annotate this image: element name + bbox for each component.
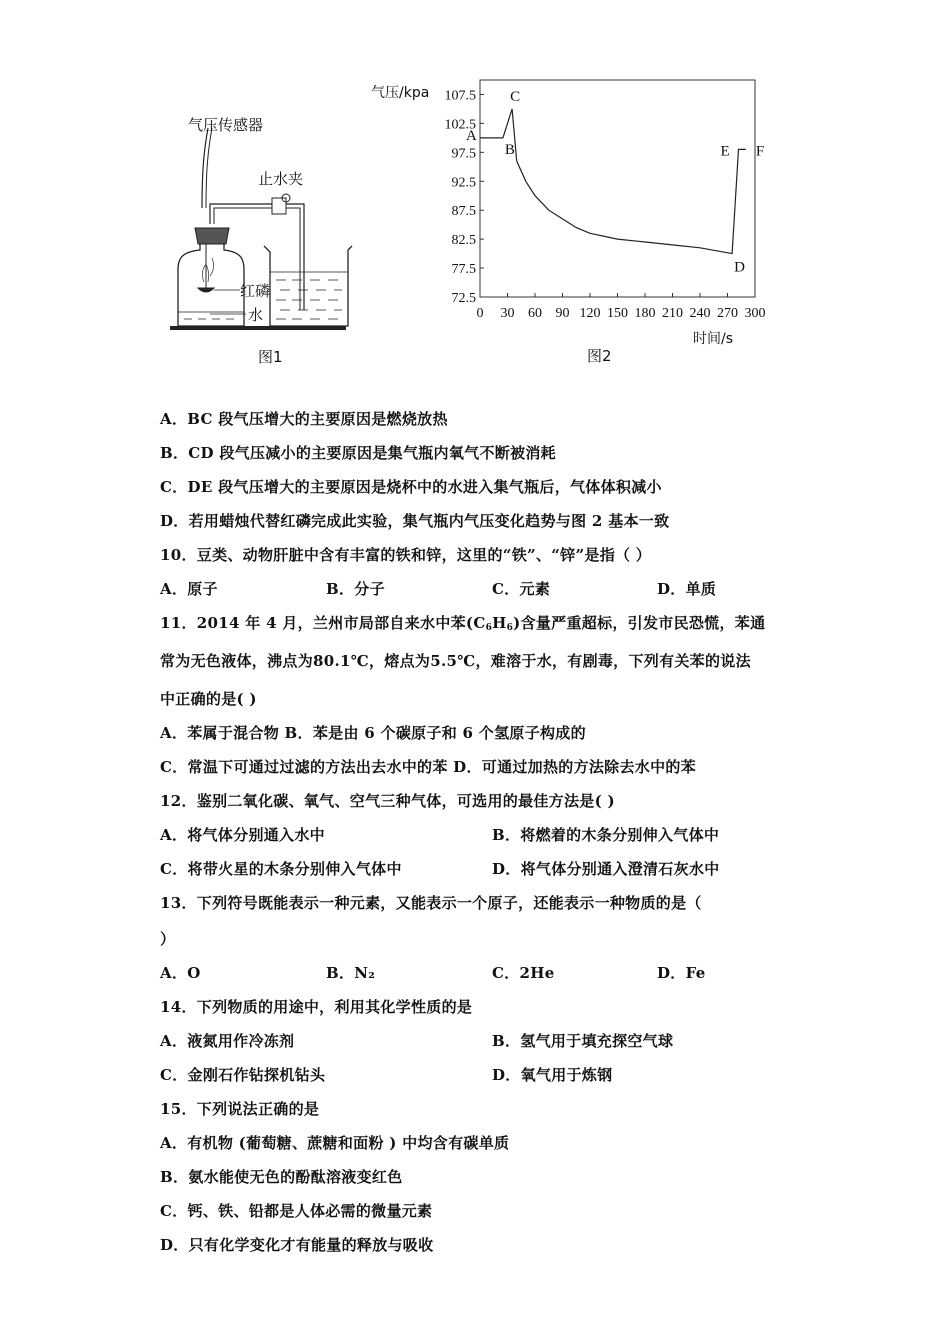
q13-options bbox=[160, 958, 800, 988]
q11-options-cd: C．常温下可通过过滤的方法出去水中的苯 D．可通过加热的方法除去水中的苯 bbox=[160, 758, 696, 776]
x-tick-label: 60 bbox=[528, 306, 542, 321]
q12-option-a: A．将气体分别通入水中 bbox=[160, 826, 325, 844]
q11-stem-line-3: 中正确的是( ) bbox=[160, 690, 257, 708]
point-label-e: E bbox=[720, 143, 730, 160]
q15-option-b: B．氨水能使无色的酚酞溶液变红色 bbox=[160, 1168, 403, 1186]
q13-stem-end: ） bbox=[160, 930, 176, 948]
q11-formula-h: H bbox=[492, 614, 507, 632]
point-label-f: F bbox=[755, 143, 765, 160]
q13-option-c: C．2He bbox=[492, 964, 555, 982]
q13-option-a: A．O bbox=[160, 964, 201, 982]
point-label-d: D bbox=[734, 259, 745, 276]
q11-stem-line-2: 常为无色液体，沸点为80.1℃，熔点为5.5℃，难溶于水，有剧毒，下列有关苯的说法 bbox=[160, 652, 751, 670]
q13-option-b: B．N₂ bbox=[326, 964, 376, 982]
clamp-label: 止水夹 bbox=[258, 170, 304, 188]
q9-option-d: D．若用蜡烛代替红磷完成此实验，集气瓶内气压变化趋势与图 2 基本一致 bbox=[160, 512, 670, 530]
sensor-wire-2 bbox=[206, 128, 212, 208]
x-tick-label: 0 bbox=[476, 306, 484, 321]
q12-stem: 12．鉴别二氧化碳、氧气、空气三种气体，可选用的最佳方法是( ) bbox=[160, 792, 615, 810]
q12-options-cd bbox=[160, 854, 800, 884]
q11-options-ab: A．苯属于混合物 B．苯是由 6 个碳原子和 6 个氢原子构成的 bbox=[160, 724, 586, 742]
q11-formula-sub-1: 6 bbox=[485, 623, 493, 633]
q15-option-c: C．钙、铁、铅都是人体必需的微量元素 bbox=[160, 1202, 433, 1220]
q9-option-b: B．CD 段气压减小的主要原因是集气瓶内氧气不断被消耗 bbox=[160, 444, 556, 462]
q15-option-a: A．有机物 (葡萄糖、蔗糖和面粉 ) 中均含有碳单质 bbox=[160, 1134, 510, 1152]
x-tick-label: 30 bbox=[500, 306, 515, 321]
y-tick-label: 102.5 bbox=[444, 117, 476, 133]
q10-stem: 10．豆类、动物肝脏中含有丰富的铁和锌，这里的“铁”、“锌”是指（ ） bbox=[160, 546, 652, 564]
q14-option-a: A．液氮用作冷冻剂 bbox=[160, 1032, 295, 1050]
q12-option-d: D．将气体分别通入澄清石灰水中 bbox=[492, 860, 720, 878]
red-phosphorus bbox=[198, 288, 214, 292]
q10-options bbox=[160, 574, 800, 604]
q13-option-d: D．Fe bbox=[657, 964, 706, 982]
x-tick-label: 180 bbox=[634, 306, 656, 321]
q14-options-cd bbox=[160, 1060, 800, 1090]
point-label-c: C bbox=[510, 88, 521, 105]
water-label: 水 bbox=[248, 306, 264, 324]
table-base bbox=[170, 326, 346, 330]
sensor-label: 气压传感器 bbox=[188, 116, 264, 134]
q9-option-c: C．DE 段气压增大的主要原因是烧杯中的水进入集气瓶后，气体体积减小 bbox=[160, 478, 662, 496]
y-tick-label: 87.5 bbox=[451, 204, 476, 220]
q10-option-a: A．原子 bbox=[160, 580, 218, 598]
q11-formula-sub-2: 6 bbox=[506, 623, 514, 633]
q14-option-d: D．氧气用于炼钢 bbox=[492, 1066, 613, 1084]
q10-option-b: B．分子 bbox=[326, 580, 385, 598]
q12-option-c: C．将带火星的木条分别伸入气体中 bbox=[160, 860, 402, 878]
y-tick-label: 82.5 bbox=[451, 233, 476, 249]
phosphorus-label: 红磷 bbox=[240, 282, 271, 300]
x-tick-label: 120 bbox=[579, 306, 601, 321]
q14-option-c: C．金刚石作钻探机钻头 bbox=[160, 1066, 326, 1084]
y-tick-label: 92.5 bbox=[451, 175, 476, 191]
figure-1-caption: 图1 bbox=[258, 348, 283, 366]
chart-point-labels bbox=[466, 89, 764, 276]
x-tick-label: 210 bbox=[662, 306, 683, 321]
q9-option-a: A．BC 段气压增大的主要原因是燃烧放热 bbox=[160, 410, 448, 428]
q12-options-ab bbox=[160, 820, 800, 850]
chart-ylabel: 气压/kpa bbox=[371, 85, 430, 101]
x-tick-label: 240 bbox=[689, 306, 711, 321]
q15-stem: 15．下列说法正确的是 bbox=[160, 1100, 320, 1118]
q14-stem: 14．下列物质的用途中，利用其化学性质的是 bbox=[160, 998, 473, 1016]
chart-pressure-curve bbox=[480, 109, 746, 254]
q15-option-d: D．只有化学变化才有能量的释放与吸收 bbox=[160, 1236, 434, 1254]
chart-y-ticks bbox=[445, 88, 485, 306]
q12-option-b: B．将燃着的木条分别伸入气体中 bbox=[492, 826, 720, 844]
q14-options-ab bbox=[160, 1026, 800, 1056]
beaker-water-hatch bbox=[276, 280, 342, 319]
figure-2-pressure-chart bbox=[365, 75, 785, 375]
figure-1-apparatus bbox=[150, 100, 380, 380]
x-tick-label: 300 bbox=[744, 306, 766, 321]
chart-xlabel: 时间/s bbox=[693, 331, 734, 347]
rubber-stopper bbox=[195, 228, 229, 244]
q11-stem-line-1 bbox=[160, 608, 765, 638]
q13-stem: 13．下列符号既能表示一种元素，又能表示一个原子，还能表示一种物质的是（ bbox=[160, 894, 702, 912]
figure-2-caption: 图2 bbox=[587, 347, 612, 365]
x-tick-label: 270 bbox=[717, 306, 738, 321]
point-label-b: B bbox=[504, 141, 515, 158]
beaker bbox=[264, 246, 352, 326]
y-tick-label: 107.5 bbox=[444, 88, 476, 104]
y-tick-label: 77.5 bbox=[451, 262, 476, 278]
q11-stem-part-2: )含量严重超标，引发市民恐慌，苯通 bbox=[513, 614, 766, 632]
smoke bbox=[210, 258, 214, 276]
q10-option-d: D．单质 bbox=[657, 580, 717, 598]
y-tick-label: 72.5 bbox=[451, 291, 476, 306]
x-tick-label: 150 bbox=[607, 306, 628, 321]
q11-stem-part-1: 11．2014 年 4 月，兰州市局部自来水中苯(C bbox=[160, 614, 486, 632]
x-tick-label: 90 bbox=[555, 306, 570, 321]
water-clamp bbox=[272, 198, 286, 214]
q14-option-b: B．氢气用于填充探空气球 bbox=[492, 1032, 674, 1050]
y-tick-label: 97.5 bbox=[451, 146, 476, 162]
q10-option-c: C．元素 bbox=[492, 580, 551, 598]
chart-frame bbox=[480, 80, 755, 297]
point-label-a: A bbox=[466, 127, 477, 144]
